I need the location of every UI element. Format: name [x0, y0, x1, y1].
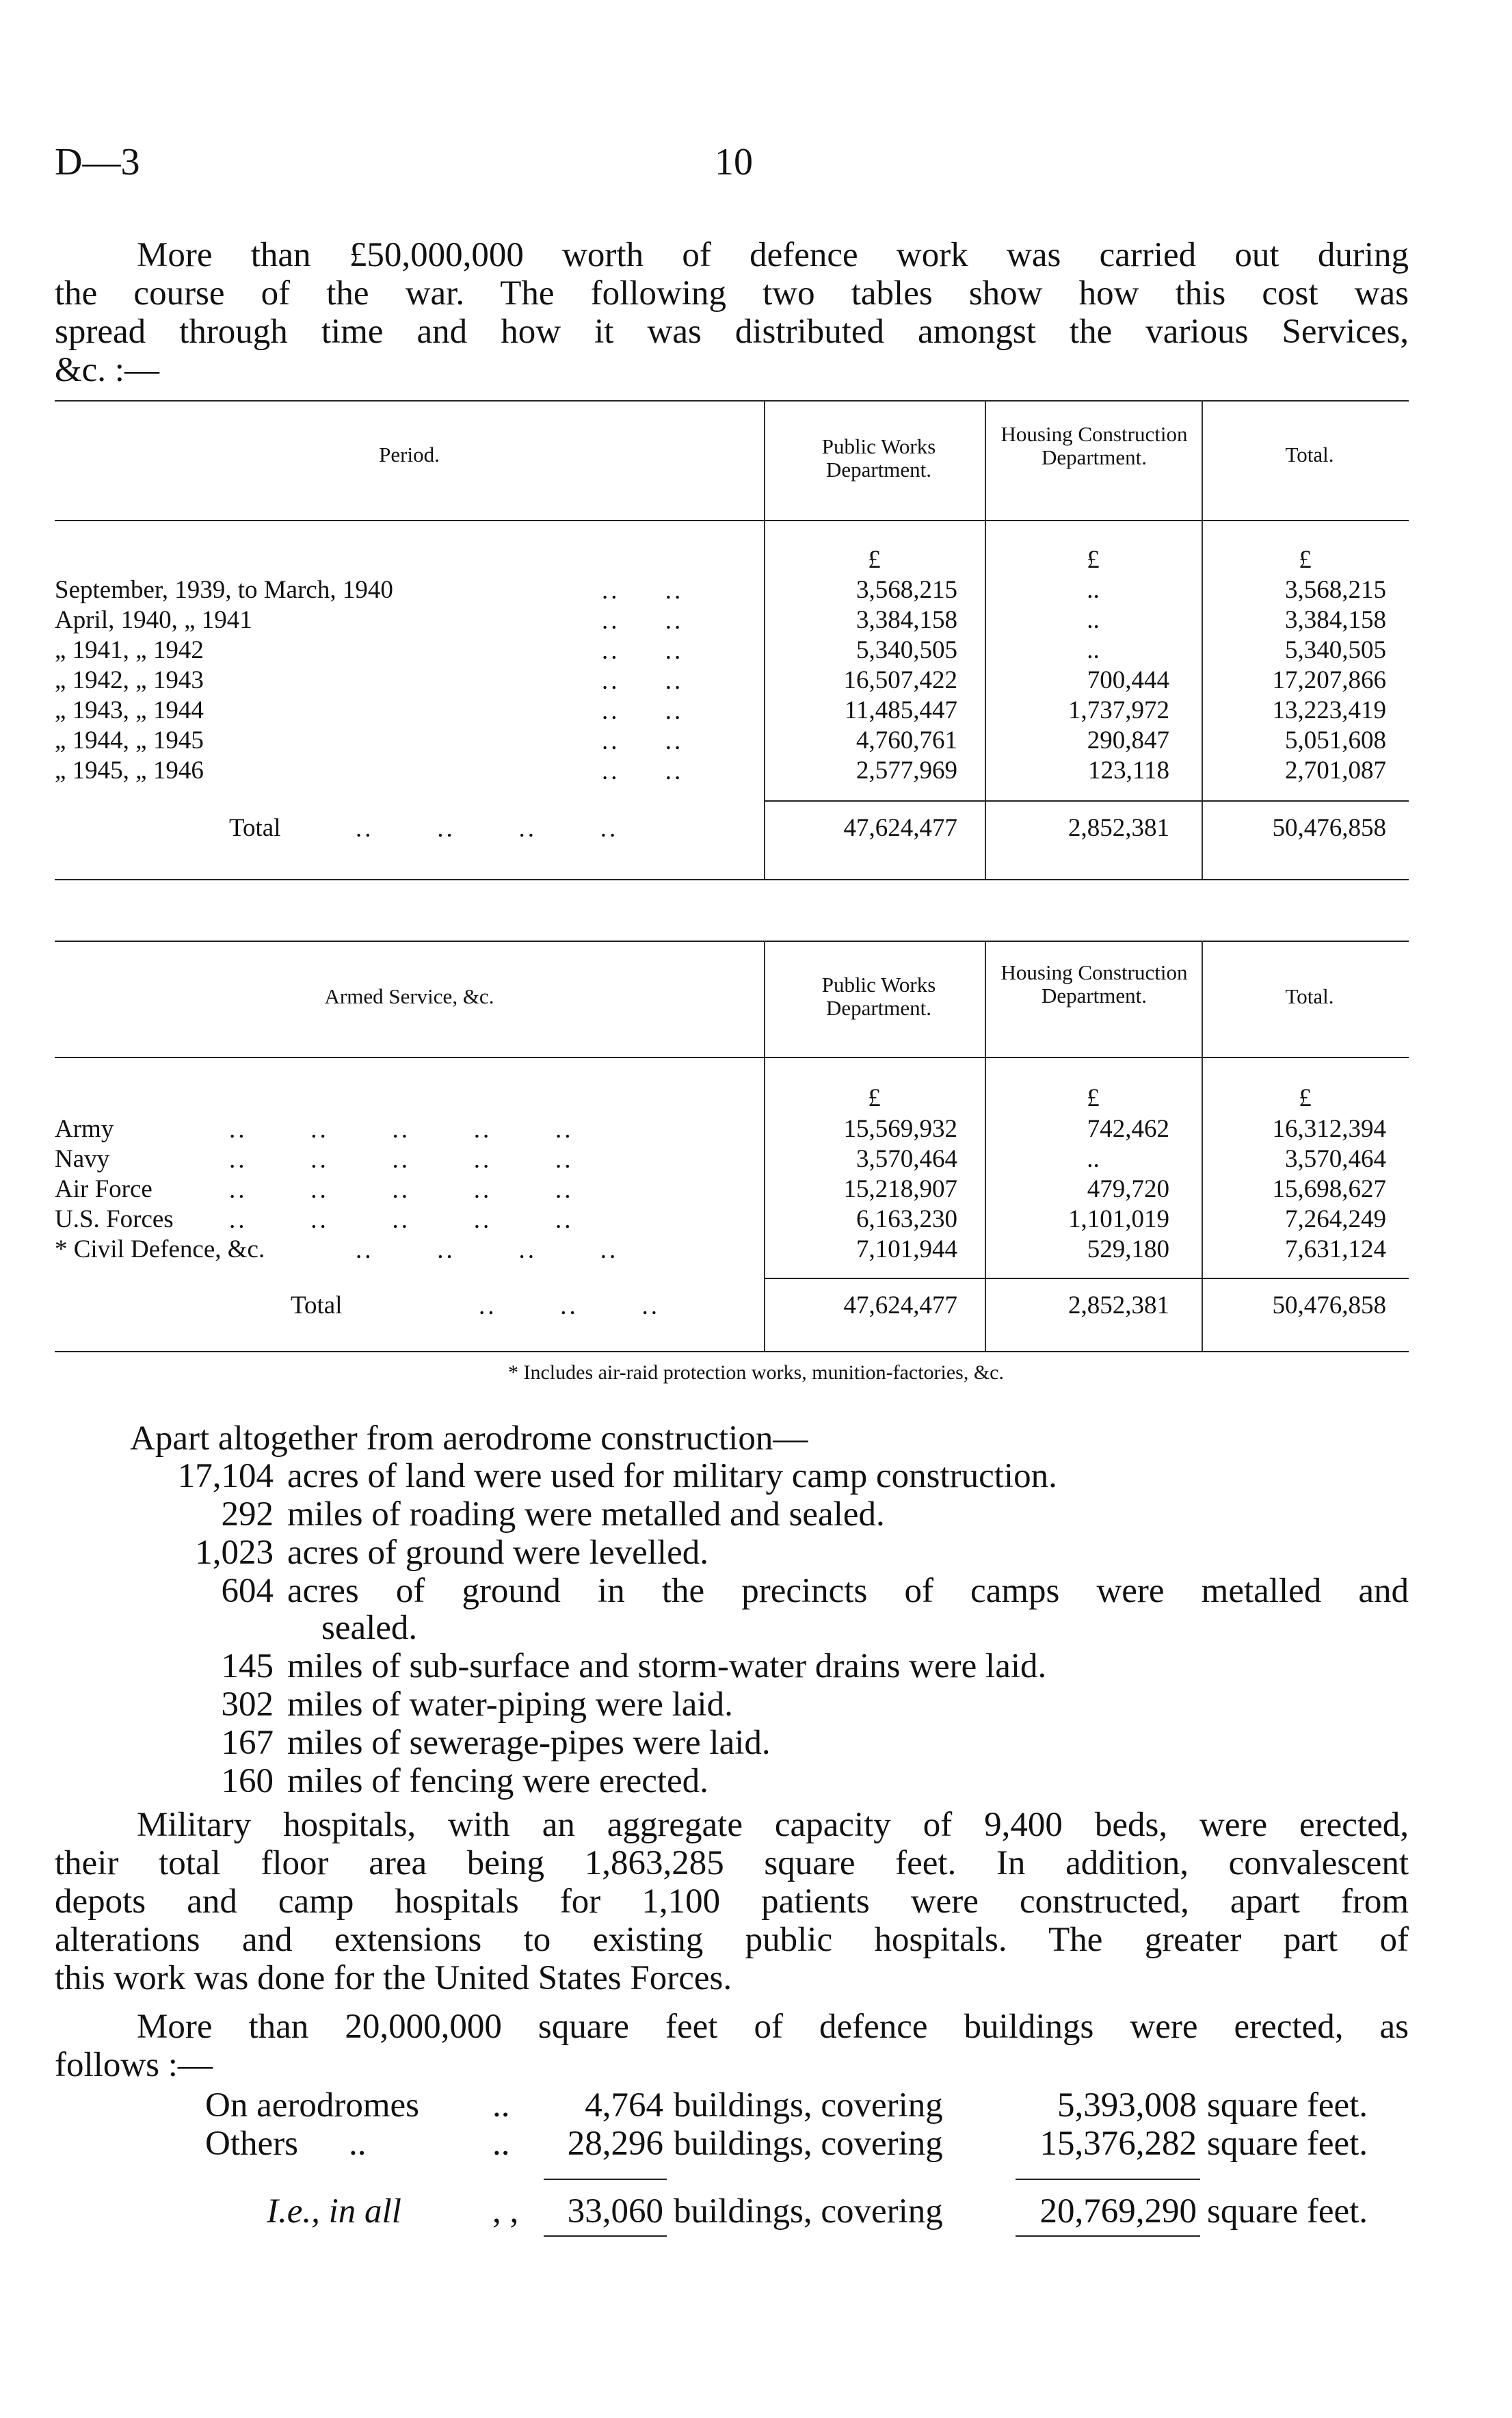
cell-pwd: 3,384,158 — [856, 606, 957, 634]
row-label: U.S. Forces — [55, 1205, 174, 1233]
hospitals-paragraph — [55, 1806, 1409, 1997]
paragraph-line: alterations and extensions to existing public hospitals. The greater part of — [55, 1921, 1409, 1959]
list-item-text: acres of ground in the precincts of camps were metalled and — [287, 1572, 1409, 1610]
sum-rule — [1016, 2179, 1200, 2180]
list-item-text: miles of water-piping were laid. — [287, 1685, 733, 1724]
leader-dots: .. .. — [602, 637, 684, 665]
leader-dots: .. .. .. — [479, 1292, 660, 1320]
paragraph-line: depots and camp hospitals for 1,100 patients were constructed, apart from — [55, 1882, 1409, 1921]
cell-total: 2,701,087 — [1285, 757, 1386, 785]
total-pwd: 47,624,477 — [843, 814, 957, 842]
cell-total: 7,264,249 — [1285, 1205, 1386, 1233]
currency-symbol: £ — [868, 546, 881, 574]
currency-symbol: £ — [1087, 1084, 1100, 1112]
currency-symbol: £ — [1299, 546, 1312, 574]
intro-line: &c. :— — [55, 351, 159, 389]
row-label: Army — [55, 1115, 114, 1143]
row-label: „ 1944, „ 1945 — [55, 726, 204, 754]
total-hcd: 2,852,381 — [1068, 1291, 1169, 1319]
column-header-total: Total. — [1285, 443, 1334, 466]
cell-total: 5,340,505 — [1285, 636, 1386, 664]
leader-dots: .. .. — [602, 757, 684, 785]
cell-hcd: .. — [1087, 636, 1100, 664]
leader-dots: .. — [492, 2086, 510, 2125]
column-header-period: Period. — [379, 443, 440, 466]
cell-pwd: 2,577,969 — [856, 757, 957, 785]
total-label: Total — [291, 1291, 343, 1319]
cell-hcd: .. — [1087, 606, 1100, 634]
cell-hcd: .. — [1087, 576, 1100, 604]
subtotal-rule — [764, 1278, 1409, 1279]
buildings-unit: square feet. — [1207, 2086, 1368, 2125]
table-rule — [55, 1057, 1409, 1058]
cell-hcd: 700,444 — [1087, 666, 1169, 694]
table-rule — [55, 1351, 1409, 1352]
column-header-total: Total. — [1285, 984, 1334, 1008]
leader-dots: .. .. .. .. .. — [229, 1206, 574, 1234]
cell-hcd: 742,462 — [1087, 1115, 1169, 1143]
column-header-hcd: Housing Construction Department. — [1000, 960, 1188, 1008]
paragraph-line: follows :— — [55, 2046, 213, 2084]
list-item-continuation: sealed. — [321, 1609, 418, 1647]
table-rule — [55, 520, 1409, 521]
buildings-total-label: I.e., in all — [267, 2192, 401, 2231]
intro-line: More than £50,000,000 worth of defence work was carried out during — [137, 236, 1409, 274]
column-header-pwd: Public Works Department. — [821, 973, 936, 1020]
leader-dots: .. .. — [602, 577, 684, 605]
cell-hcd: 529,180 — [1087, 1235, 1169, 1263]
leader-dots: .. .. — [602, 667, 684, 695]
cell-total: 17,207,866 — [1272, 666, 1386, 694]
buildings-mid: buildings, covering — [674, 2192, 943, 2231]
cell-hcd: 1,101,019 — [1068, 1205, 1169, 1233]
intro-line: spread through time and how it was distributed amongst the various Services, — [55, 313, 1409, 351]
cell-pwd: 15,218,907 — [843, 1175, 957, 1203]
leader-dots: .. — [349, 2125, 367, 2163]
list-item-text: acres of ground were levelled. — [287, 1534, 708, 1572]
list-item-text: acres of land were used for military camp construction. — [287, 1457, 1057, 1495]
row-label: September, 1939, to March, 1940 — [55, 576, 393, 604]
buildings-label: On aerodromes — [205, 2086, 419, 2125]
cell-pwd: 3,568,215 — [856, 576, 957, 604]
cell-pwd: 11,485,447 — [844, 696, 957, 724]
leader-dots: .. — [492, 2125, 510, 2163]
cell-hcd: .. — [1087, 1145, 1100, 1173]
currency-symbol: £ — [1087, 546, 1100, 574]
row-label: Air Force — [55, 1175, 152, 1203]
table-footnote: * Includes air-raid protection works, munition-factories, &c. — [507, 1361, 1004, 1384]
total-total: 50,476,858 — [1272, 1291, 1386, 1319]
cell-total: 3,568,215 — [1285, 576, 1386, 604]
total-total: 50,476,858 — [1272, 814, 1386, 842]
row-label: * Civil Defence, &c. — [55, 1235, 265, 1263]
column-header-hcd: Housing Construction Department. — [1000, 422, 1188, 469]
list-item-text: miles of roading were metalled and sealed. — [287, 1495, 885, 1534]
sum-rule — [544, 2235, 667, 2237]
leader-dots: .. .. .. .. .. — [229, 1116, 574, 1144]
list-item-text: miles of fencing were erected. — [287, 1762, 708, 1800]
row-label: „ 1943, „ 1944 — [55, 696, 204, 724]
cell-pwd: 5,340,505 — [856, 636, 957, 664]
row-label: „ 1942, „ 1943 — [55, 666, 204, 694]
leader-dots: .. .. — [602, 727, 684, 755]
leader-dots: .. .. .. .. .. — [229, 1146, 574, 1174]
cell-total: 3,570,464 — [1285, 1145, 1386, 1173]
total-label: Total — [229, 814, 281, 842]
leader-dots: , , — [492, 2192, 519, 2231]
buildings-label: Others — [205, 2125, 298, 2163]
leader-dots: .. .. — [602, 607, 684, 635]
subtotal-rule — [764, 800, 1409, 802]
list-item-text: miles of sub-surface and storm-water drains were laid. — [287, 1647, 1047, 1685]
cell-total: 5,051,608 — [1285, 726, 1386, 754]
table-rule — [55, 400, 1409, 402]
cell-pwd: 16,507,422 — [843, 666, 957, 694]
buildings-unit: square feet. — [1207, 2125, 1368, 2163]
buildings-mid: buildings, covering — [674, 2086, 943, 2125]
cell-total: 13,223,419 — [1272, 696, 1386, 724]
cell-total: 15,698,627 — [1272, 1175, 1386, 1203]
table-rule — [55, 941, 1409, 942]
cell-hcd: 1,737,972 — [1068, 696, 1169, 724]
intro-line: the course of the war. The following two tables show how this cost was — [55, 274, 1409, 313]
row-label: „ 1945, „ 1946 — [55, 757, 204, 785]
cell-pwd: 6,163,230 — [856, 1205, 957, 1233]
cell-total: 7,631,124 — [1285, 1235, 1386, 1263]
column-header-service: Armed Service, &c. — [324, 984, 494, 1008]
total-pwd: 47,624,477 — [843, 1291, 957, 1319]
cell-pwd: 4,760,761 — [856, 726, 957, 754]
row-label: „ 1941, „ 1942 — [55, 636, 204, 664]
total-hcd: 2,852,381 — [1068, 814, 1169, 842]
cell-hcd: 123,118 — [1088, 757, 1169, 785]
currency-symbol: £ — [1299, 1084, 1312, 1112]
paragraph-line: More than 20,000,000 square feet of defence buildings were erected, as — [137, 2008, 1409, 2046]
table-rule — [55, 879, 1409, 880]
buildings-paragraph — [55, 2008, 1409, 2084]
aerodrome-heading: Apart altogether from aerodrome construction— — [130, 1419, 808, 1458]
paragraph-line: their total floor area being 1,863,285 square feet. In addition, convalescent — [55, 1844, 1409, 1882]
cell-pwd: 3,570,464 — [856, 1145, 957, 1173]
page-number: 10 — [715, 141, 753, 183]
cell-pwd: 7,101,944 — [856, 1235, 957, 1263]
document-reference: D—3 — [55, 141, 140, 183]
currency-symbol: £ — [868, 1084, 881, 1112]
sum-rule — [544, 2179, 667, 2180]
column-header-pwd: Public Works Department. — [821, 434, 936, 482]
intro-paragraph — [55, 236, 1409, 389]
leader-dots: .. .. — [602, 697, 684, 725]
buildings-mid: buildings, covering — [674, 2125, 943, 2163]
paragraph-line: this work was done for the United States Forces. — [55, 1959, 732, 1997]
row-label: Navy — [55, 1145, 110, 1173]
list-item-text: miles of sewerage-pipes were laid. — [287, 1724, 771, 1762]
leader-dots: .. .. .. .. — [356, 1236, 619, 1264]
buildings-unit: square feet. — [1207, 2192, 1368, 2231]
cell-total: 16,312,394 — [1272, 1115, 1386, 1143]
cell-hcd: 479,720 — [1087, 1175, 1169, 1203]
leader-dots: .. .. .. .. — [356, 815, 619, 843]
row-label: April, 1940, „ 1941 — [55, 606, 252, 634]
cell-pwd: 15,569,932 — [843, 1115, 957, 1143]
cell-total: 3,384,158 — [1285, 606, 1386, 634]
paragraph-line: Military hospitals, with an aggregate capacity of 9,400 beds, were erected, — [137, 1806, 1409, 1844]
sum-rule — [1016, 2235, 1200, 2237]
cell-hcd: 290,847 — [1087, 726, 1169, 754]
leader-dots: .. .. .. .. .. — [229, 1176, 574, 1204]
